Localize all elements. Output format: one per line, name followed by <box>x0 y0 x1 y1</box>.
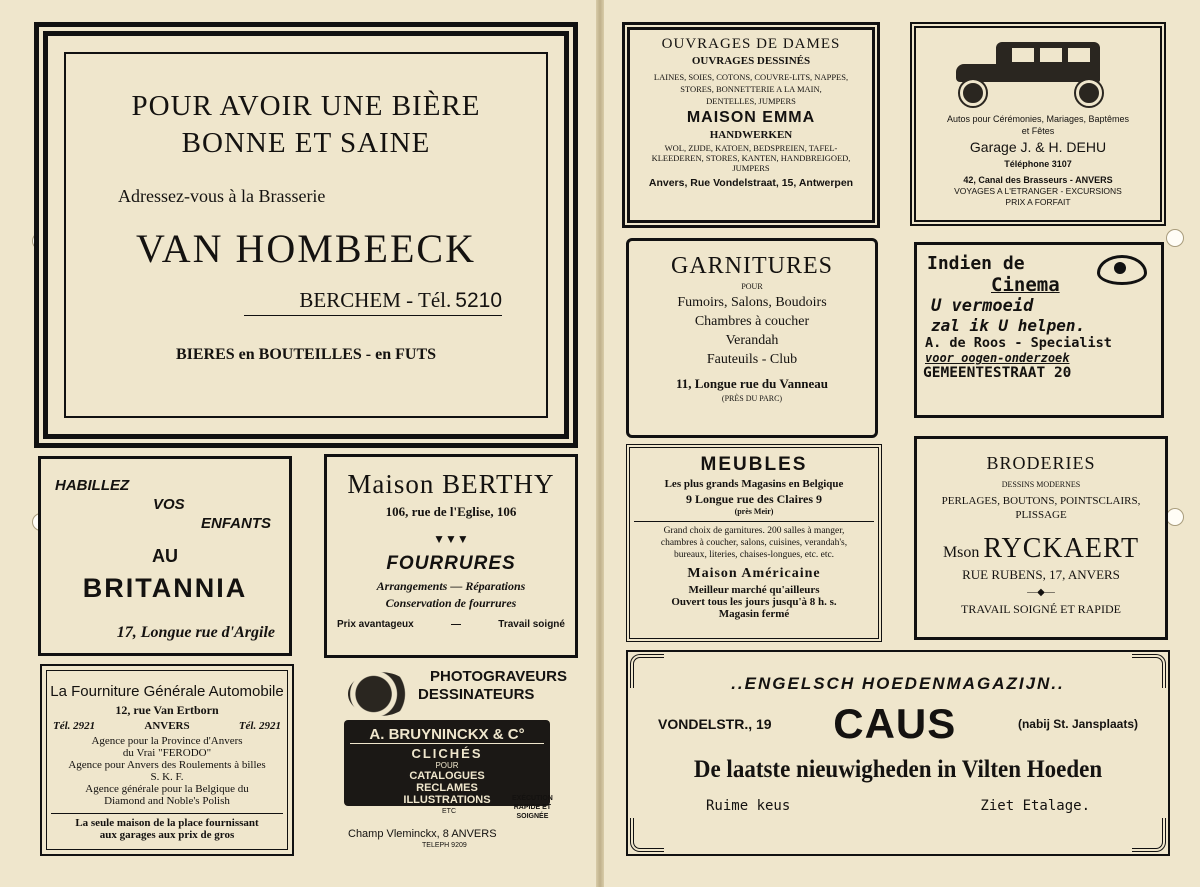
deroos-l7: GEMEENTESTRAAT 20 <box>923 365 1072 381</box>
emma-title: OUVRAGES DE DAMES <box>661 36 841 52</box>
ad-meubles <box>626 444 882 642</box>
deroos-l1: Indien de <box>927 253 1025 274</box>
meubles-title: MEUBLES <box>700 454 808 475</box>
bruyninckx-c2: RECLAMES <box>416 782 478 794</box>
britannia-l2: VOS <box>153 496 185 513</box>
berthy-sub1: Arrangements — Réparations <box>376 579 526 593</box>
ad-maison-berthy <box>324 454 578 658</box>
emma-n3: JUMPERS <box>732 163 770 173</box>
punch-hole <box>1166 229 1184 247</box>
corner-ornament <box>1132 818 1166 852</box>
bruyninckx-h1: PHOTOGRAVEURS <box>430 668 567 685</box>
broderies-maison: Mson <box>942 544 980 561</box>
emma-name: MAISON EMMA <box>686 109 816 126</box>
fourniture-l6: Diamond and Noble's Polish <box>104 795 230 807</box>
broderies-l2: PLISSAGE <box>1015 509 1067 521</box>
bruyninckx-pour: POUR <box>435 761 459 770</box>
berthy-right: Travail soigné <box>498 619 565 630</box>
fourniture-tel-left: Tél. 2921 <box>53 720 96 732</box>
broderies-sub: DESSINS MODERNES <box>1001 480 1081 489</box>
berthy-dash: — <box>451 619 461 630</box>
deroos-l2: Cinema <box>991 274 1060 296</box>
garnitures-address: 11, Longue rue du Vanneau <box>675 376 829 391</box>
meubles-sub: Les plus grands Magasins en Belgique <box>664 478 844 490</box>
berthy-sub2: Conservation de fourrures <box>385 596 517 610</box>
broderies-address: RUE RUBENS, 17, ANVERS <box>962 567 1120 582</box>
caus-right: (nabij St. Jansplaats) <box>1017 717 1138 731</box>
fourniture-f1: La seule maison de la place fournissant <box>75 817 259 829</box>
meubles-near: (près Meir) <box>734 507 774 516</box>
beer-phone: 5210 <box>455 289 502 312</box>
britannia-l3: ENFANTS <box>201 515 272 532</box>
dehu-tel: Téléphone 3107 <box>1004 159 1072 169</box>
beer-footer: BIERES en BOUTEILLES - en FUTS <box>175 346 437 363</box>
berthy-product: FOURRURES <box>386 553 516 574</box>
emma-sub: OUVRAGES DESSINÉS <box>691 55 811 67</box>
deroos-l6: voor oogen-onderzoek <box>925 351 1070 365</box>
ad-broderies-ryckaert <box>914 436 1168 640</box>
beer-address: Adressez-vous à la Brasserie <box>118 186 326 206</box>
bruyninckx-c3: ILLUSTRATIONS <box>403 794 491 806</box>
ad-garage-dehu <box>910 22 1166 226</box>
emma-l3: DENTELLES, JUMPERS <box>706 96 796 106</box>
caus-name: CAUS <box>833 700 957 747</box>
garnitures-l2: Chambres à coucher <box>694 314 810 329</box>
garnitures-l3: Verandah <box>725 333 779 348</box>
dehu-l1: Autos pour Cérémonies, Mariages, Baptêmes <box>946 114 1130 124</box>
fourniture-city: ANVERS <box>144 720 190 732</box>
broderies-l1: PERLAGES, BOUTONS, POINTSCLAIRS, <box>941 495 1141 507</box>
ad-de-roos <box>914 242 1164 418</box>
garnitures-l4: Fauteuils - Club <box>706 352 798 367</box>
ad-van-hombeeck <box>34 22 578 448</box>
deroos-l4: zal ik U helpen. <box>931 316 1086 335</box>
beer-name: VAN HOMBEECK <box>136 226 476 271</box>
automobile-illustration <box>916 28 1160 110</box>
beer-line2: BONNE ET SAINE <box>181 127 431 159</box>
meubles-d3: bureaux, literies, chaises-longues, etc. etc. <box>673 550 835 560</box>
bruyninckx-address: Champ Vleminckx, 8 ANVERS <box>348 828 497 840</box>
broderies-title: BRODERIES <box>986 453 1096 473</box>
dehu-name: Garage J. & H. DEHU <box>969 139 1107 155</box>
emma-address: Anvers, Rue Vondelstraat, 15, Antwerpen <box>648 177 854 189</box>
corner-ornament <box>630 654 664 688</box>
meubles-m2: Ouvert tous les jours jusqu'à 8 h. s. <box>671 596 837 608</box>
meubles-name: Maison Américaine <box>687 566 821 581</box>
meubles-address: 9 Longue rue des Claires 9 <box>685 492 823 506</box>
broderies-dash: —◆— <box>1027 587 1055 598</box>
caus-left: VONDELSTR., 19 <box>658 716 772 732</box>
fourniture-l5: Agence générale pour la Belgique du <box>85 783 249 795</box>
garnitures-pour: POUR <box>741 282 763 291</box>
emma-l1: LAINES, SOIES, COTONS, COUVRE-LITS, NAPPES, <box>653 72 849 82</box>
meubles-d1: Grand choix de garnitures. 200 salles à manger, <box>663 526 845 536</box>
corner-ornament <box>630 818 664 852</box>
dehu-l2: et Fêtes <box>1021 126 1055 136</box>
britannia-address: 17, Longue rue d'Argile <box>116 624 275 641</box>
bruyninckx-h2: DESSINATEURS <box>418 686 535 703</box>
caus-f2: Ziet Etalage. <box>980 798 1090 814</box>
bruyninckx-name: A. BRUYNINCKX & C° <box>350 726 544 744</box>
dehu-l4: PRIX A FORFAIT <box>1005 197 1071 207</box>
broderies-footer: TRAVAIL SOIGNÉ ET RAPIDE <box>961 602 1121 616</box>
britannia-name: BRITANNIA <box>82 573 248 603</box>
fourniture-f2: aux garages aux prix de gros <box>99 829 235 841</box>
fourniture-l3: Agence pour Anvers des Roulements à billes <box>68 759 266 771</box>
bruyninckx-e3: SOIGNÉE <box>516 813 549 820</box>
berthy-address: 106, rue de l'Eglise, 106 <box>385 504 517 519</box>
bruyninckx-c1: CATALOGUES <box>409 770 485 782</box>
emma-n1: WOL, ZIJDE, KATOEN, BEDSPREIEN, TAFEL- <box>664 143 838 153</box>
dehu-address: 42, Canal des Brasseurs - ANVERS <box>963 175 1113 185</box>
garnitures-near: (PRÈS DU PARC) <box>721 394 783 403</box>
fourniture-l1: Agence pour la Province d'Anvers <box>91 735 243 747</box>
corner-ornament <box>1132 654 1166 688</box>
emma-n2: KLEEDEREN, STORES, KANTEN, HANDBREIGOED, <box>651 153 851 163</box>
bruyninckx-etc: ETC <box>442 808 456 815</box>
eye-illustration <box>1097 255 1147 285</box>
caus-f1: Ruime keus <box>706 798 791 814</box>
binding-gutter <box>596 0 604 887</box>
fourniture-l2: du Vrai "FERODO" <box>122 747 212 759</box>
bruyninckx-cliches: CLICHÉS <box>411 746 483 761</box>
ad-garnitures <box>626 238 878 438</box>
berthy-ornament: ▼▼▼ <box>433 532 469 546</box>
ad-britannia <box>38 456 292 656</box>
ad-caus <box>626 650 1170 856</box>
punch-hole <box>1166 508 1184 526</box>
deroos-l3: U vermoeid <box>931 296 1034 316</box>
meubles-m1: Meilleur marché qu'ailleurs <box>688 584 820 596</box>
caus-title: ..ENGELSCH HOEDENMAGAZIJN.. <box>731 674 1065 693</box>
emma-nl: HANDWERKEN <box>709 129 793 141</box>
ornament-flourish <box>348 672 412 716</box>
caus-slogan: De laatste nieuwigheden in Vilten Hoeden <box>693 756 1103 783</box>
bruyninckx-e2: RAPIDE ET <box>513 804 552 811</box>
dehu-l3: VOYAGES A L'ETRANGER - EXCURSIONS <box>954 186 1122 196</box>
ad-bruyninckx <box>334 664 567 854</box>
beer-line1: POUR AVOIR UNE BIÈRE <box>131 90 481 122</box>
meubles-d2: chambres à coucher, salons, cuisines, verandah's, <box>660 538 848 548</box>
fourniture-title: La Fourniture Générale Automobile <box>50 683 284 700</box>
meubles-m3: Magasin fermé <box>718 608 790 620</box>
bruyninckx-e1: EXÉCUTION <box>512 795 553 802</box>
garnitures-title: GARNITURES <box>670 253 833 279</box>
deroos-l5: A. de Roos - Specialist <box>925 335 1112 351</box>
berthy-left: Prix avantageux <box>337 619 414 630</box>
britannia-l1: HABILLEZ <box>55 477 130 494</box>
broderies-name: RYCKAERT <box>983 533 1140 564</box>
emma-l2: STORES, BONNETTERIE A LA MAIN, <box>680 84 822 94</box>
britannia-l4: AU <box>152 546 178 566</box>
berthy-name: Maison BERTHY <box>347 469 555 499</box>
beer-city: BERCHEM - Tél. <box>299 288 452 312</box>
fourniture-l4: S. K. F. <box>150 771 184 783</box>
ad-maison-emma <box>622 22 880 228</box>
fourniture-street: 12, rue Van Ertborn <box>115 703 219 717</box>
bruyninckx-tel: TELEPH 9209 <box>422 842 467 849</box>
ad-fourniture-automobile <box>40 664 294 856</box>
fourniture-tel-right: Tél. 2921 <box>238 720 281 732</box>
garnitures-l1: Fumoirs, Salons, Boudoirs <box>677 295 827 310</box>
